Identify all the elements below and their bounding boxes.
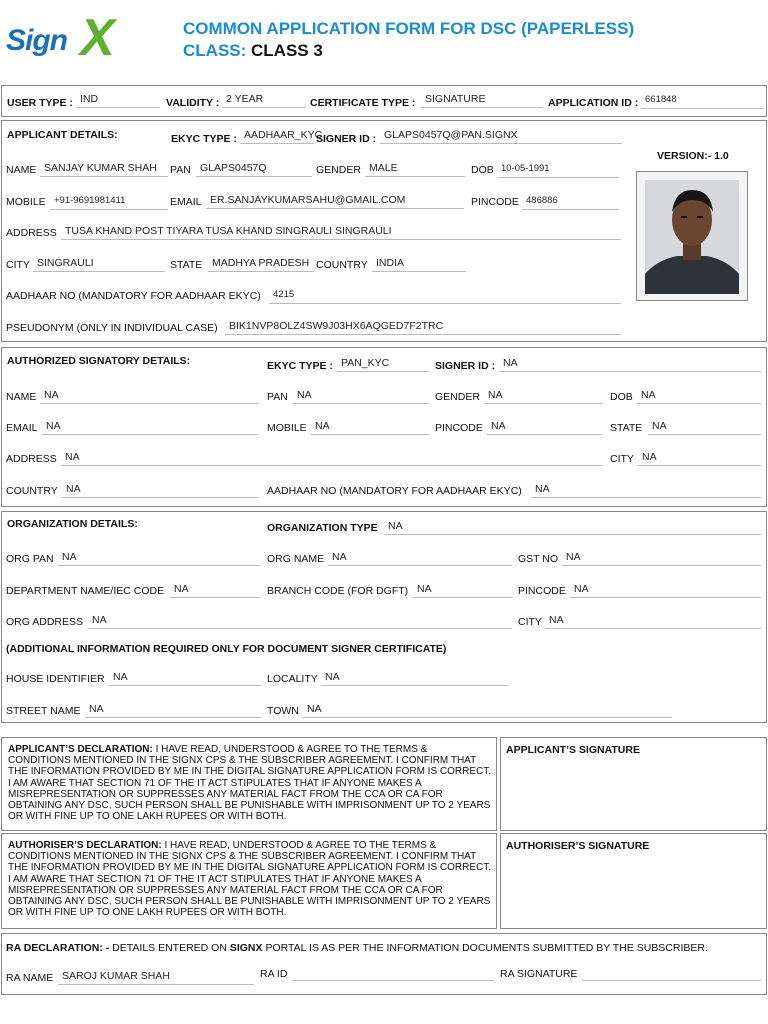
auth-email-field[interactable]: NA [42, 420, 258, 435]
ra-signature-field[interactable] [582, 966, 761, 981]
auth-country-field[interactable]: NA [62, 483, 258, 498]
org-type-label: ORGANIZATION TYPE [267, 522, 378, 534]
ra-id-label: RA ID [260, 968, 288, 980]
org-town-label: TOWN [267, 705, 299, 717]
org-name-field[interactable]: NA [328, 551, 512, 566]
applicant-name-label: NAME [6, 164, 37, 176]
class-label: CLASS: [183, 41, 247, 60]
org-additional-note: (ADDITIONAL INFORMATION REQUIRED ONLY FOR DOCUMENT SIGNER CERTIFICATE) [6, 643, 447, 655]
applicant-ekyc-field[interactable]: AADHAAR_KYC [240, 129, 314, 144]
applicant-mobile-field[interactable]: +91-9691981411 [50, 195, 168, 210]
app-id-field[interactable]: 661848 [641, 94, 763, 109]
form-title: COMMON APPLICATION FORM FOR DSC (PAPERLESS) [183, 19, 635, 38]
org-pincode-label: PINCODE [518, 585, 566, 597]
auth-city-label: CITY [610, 453, 634, 465]
auth-gender-field[interactable]: NA [484, 389, 602, 404]
version-label: VERSION:- 1.0 [657, 150, 729, 162]
applicant-declaration [8, 744, 492, 822]
applicant-gender-field[interactable]: MALE [365, 162, 465, 177]
applicant-pseudonym-field[interactable]: BIK1NVP8OLZ4SW9J03HX6AQGED7F2TRC [225, 320, 621, 335]
auth-name-label: NAME [6, 391, 37, 403]
applicant-email-label: EMAIL [170, 196, 202, 208]
org-pan-label: ORG PAN [6, 553, 54, 565]
org-address-field[interactable]: NA [88, 614, 512, 629]
applicant-dob-field[interactable]: 10-05-1991 [497, 163, 619, 178]
authorized-section-label: AUTHORIZED SIGNATORY DETAILS: [7, 355, 191, 367]
applicant-city-field[interactable]: SINGRAULI [33, 257, 165, 272]
auth-name-field[interactable]: NA [40, 389, 258, 404]
auth-aadhaar-field[interactable]: NA [531, 483, 761, 498]
applicant-mobile-label: MOBILE [6, 196, 46, 208]
auth-city-field[interactable]: NA [638, 451, 761, 466]
org-branch-label: BRANCH CODE (FOR DGFT) [267, 585, 409, 597]
applicant-city-label: CITY [6, 259, 30, 271]
ra-signature-label: RA SIGNATURE [500, 968, 578, 980]
org-type-field[interactable]: NA [384, 520, 761, 535]
applicant-country-label: COUNTRY [316, 259, 368, 271]
auth-ekyc-label: EKYC TYPE : [267, 360, 333, 372]
ra-text-before: DETAILS ENTERED ON [112, 942, 227, 954]
applicant-pan-label: PAN [170, 164, 191, 176]
applicant-photo-frame [636, 171, 748, 301]
class-line [183, 41, 323, 61]
authoriser-declaration-text: I HAVE READ, UNDERSTOOD & AGREE TO THE TERMS & CONDITIONS MENTIONED IN THE SIGNX CPS & THE SUBSCRIBER AGREEMENT. I CONFIRM THAT THE INFORMATION PROVIDED BY ME IN THE DIGITAL SIGNATURE APPLICATION FORM IS CORRECT. I AM AWARE THAT SECTION 71 OF THE IT ACT STIPULATES THAT IF ANYONE MAKES A MISREPRESENTATION OR SUPPRESSES ANY MATERIAL FACT FROM THE CCA OR CA FOR OBTAINING ANY DSC, SUCH PERSON SHALL BE PUNISHABLE WITH IMPRISONMENT UP TO 2 YEARS OR WITH FINE UP TO ONE LAKH RUPEES OR WITH BOTH. [8, 840, 492, 919]
applicant-declaration-text: I HAVE READ, UNDERSTOOD & AGREE TO THE TERMS & CONDITIONS MENTIONED IN THE SIGNX CPS & THE SUBSCRIBER AGREEMENT. I CONFIRM THAT THE INFORMATION PROVIDED BY ME IN THE DIGITAL SIGNATURE APPLICATION FORM IS CORRECT. I AM AWARE THAT SECTION 71 OF THE IT ACT STIPULATES THAT IF ANYONE MAKES A MISREPRESENTATION OR SUPPRESSES ANY MATERIAL FACT FROM THE CCA OR CA FOR OBTAINING ANY DSC, SUCH PERSON SHALL BE PUNISHABLE WITH IMPRISONMENT UP TO 2 YEARS OR WITH FINE UP TO ONE LAKH RUPEES OR WITH BOTH. [8, 744, 492, 823]
ra-declaration-title: RA DECLARATION: - [6, 942, 110, 954]
org-house-field[interactable]: NA [109, 671, 261, 686]
org-locality-field[interactable]: NA [321, 671, 508, 686]
auth-dob-label: DOB [610, 391, 633, 403]
app-id-label: APPLICATION ID : [548, 97, 639, 109]
auth-state-label: STATE [610, 422, 643, 434]
auth-dob-field[interactable]: NA [637, 389, 761, 404]
auth-signer-field[interactable]: NA [499, 357, 761, 372]
applicant-state-field[interactable]: MADHYA PRADESH [208, 257, 314, 272]
org-branch-field[interactable]: NA [413, 583, 512, 598]
applicant-gender-label: GENDER [316, 164, 361, 176]
applicant-aadhaar-field[interactable]: 4215 [269, 289, 621, 304]
org-gst-label: GST NO [518, 553, 559, 565]
applicant-pan-field[interactable]: GLAPS0457Q [196, 162, 312, 177]
org-house-label: HOUSE IDENTIFIER [6, 673, 105, 685]
class-value: CLASS 3 [251, 41, 323, 60]
applicant-signature-label: APPLICANT’S SIGNATURE [506, 744, 640, 756]
org-name-label: ORG NAME [267, 553, 325, 565]
auth-signer-label: SIGNER ID : [435, 360, 496, 372]
auth-address-label: ADDRESS [6, 453, 57, 465]
auth-email-label: EMAIL [6, 422, 38, 434]
applicant-address-field[interactable]: TUSA KHAND POST TIYARA TUSA KHAND SINGRAULI SINGRAULI [61, 225, 621, 240]
org-locality-label: LOCALITY [267, 673, 318, 685]
auth-gender-label: GENDER [435, 391, 480, 403]
auth-pincode-label: PINCODE [435, 422, 483, 434]
org-street-label: STREET NAME [6, 705, 81, 717]
auth-mobile-label: MOBILE [267, 422, 307, 434]
auth-address-field[interactable]: NA [61, 451, 602, 466]
ra-brand: SIGNX [229, 942, 263, 954]
org-town-field[interactable]: NA [303, 703, 672, 718]
ra-id-field[interactable] [292, 966, 494, 981]
applicant-ekyc-label: EKYC TYPE : [171, 133, 237, 145]
validity-field[interactable]: 2 YEAR [222, 93, 306, 108]
ra-name-field[interactable]: SAROJ KUMAR SHAH [58, 970, 254, 985]
applicant-state-label: STATE [170, 259, 203, 271]
ra-declaration [6, 942, 708, 954]
org-section-label: ORGANIZATION DETAILS: [7, 518, 138, 530]
applicant-aadhaar-label: AADHAAR NO (MANDATORY FOR AADHAAR EKYC) [6, 290, 261, 302]
applicant-country-field[interactable]: INDIA [372, 257, 466, 272]
authoriser-signature-label: AUTHORISER’S SIGNATURE [506, 840, 650, 852]
auth-state-field[interactable]: NA [648, 420, 761, 435]
auth-mobile-field[interactable]: NA [311, 420, 429, 435]
cert-type-label: CERTIFICATE TYPE : [310, 97, 416, 109]
applicant-address-label: ADDRESS [6, 227, 57, 239]
org-address-label: ORG ADDRESS [6, 616, 84, 628]
org-pan-field[interactable]: NA [58, 551, 260, 566]
ra-text-after: PORTAL IS AS PER THE INFORMATION DOCUMENTS SUBMITTED BY THE SUBSCRIBER. [265, 942, 708, 954]
validity-label: VALIDITY : [166, 97, 220, 109]
org-city-label: CITY [518, 616, 542, 628]
user-type-label: USER TYPE : [7, 97, 73, 109]
authoriser-declaration-title: AUTHORISER’S DECLARATION: [8, 840, 162, 851]
applicant-section-label: APPLICANT DETAILS: [7, 129, 118, 141]
applicant-pincode-label: PINCODE [471, 196, 519, 208]
org-gst-field[interactable]: NA [562, 551, 761, 566]
cert-type-field[interactable]: SIGNATURE [421, 93, 543, 108]
authoriser-declaration [8, 840, 492, 918]
org-dept-label: DEPARTMENT NAME/IEC CODE [6, 585, 165, 597]
applicant-signer-field[interactable]: GLAPS0457Q@PAN.SIGNX [380, 129, 622, 144]
user-type-field[interactable]: IND [76, 93, 160, 108]
applicant-pseudonym-label: PSEUDONYM (ONLY IN INDIVIDUAL CASE) [6, 322, 218, 334]
auth-pan-label: PAN [267, 391, 288, 403]
org-city-field[interactable]: NA [545, 614, 761, 629]
ra-name-label: RA NAME [6, 972, 54, 984]
applicant-pincode-field[interactable]: 486886 [522, 195, 619, 210]
applicant-email-field[interactable]: ER.SANJAYKUMARSAHU@GMAIL.COM [206, 194, 464, 209]
applicant-dob-label: DOB [471, 164, 494, 176]
auth-pan-field[interactable]: NA [293, 389, 429, 404]
org-street-field[interactable]: NA [85, 703, 261, 718]
auth-aadhaar-label: AADHAAR NO (MANDATORY FOR AADHAAR EKYC) [267, 485, 522, 497]
applicant-name-field[interactable]: SANJAY KUMAR SHAH [40, 162, 168, 177]
applicant-photo [637, 172, 747, 300]
logo-x-mark: X [80, 9, 115, 67]
auth-pincode-field[interactable]: NA [487, 420, 602, 435]
auth-ekyc-field[interactable]: PAN_KYC [337, 357, 429, 372]
org-dept-field[interactable]: NA [170, 583, 260, 598]
applicant-declaration-title: APPLICANT’S DECLARATION: [8, 744, 153, 755]
applicant-signer-label: SIGNER ID : [316, 133, 377, 145]
logo-sign-text: Sign [6, 24, 67, 57]
auth-country-label: COUNTRY [6, 485, 58, 497]
org-pincode-field[interactable]: NA [570, 583, 761, 598]
